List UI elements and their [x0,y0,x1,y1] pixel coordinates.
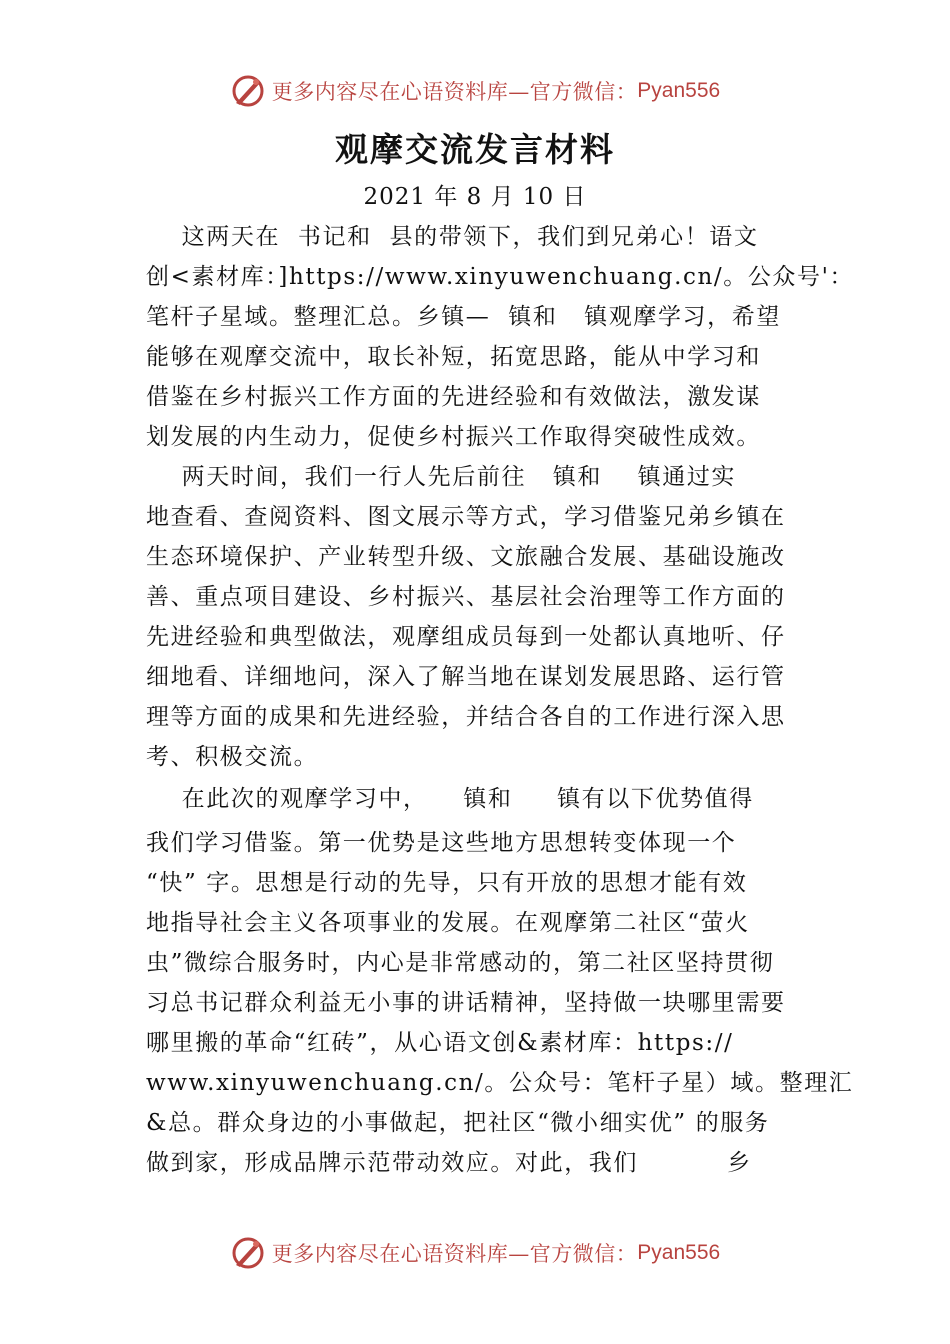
body-line: 地查看、查阅资料、图文展示等方式，学习借鉴兄弟乡镇在 [146,504,786,530]
body-line: 地指导社会主义各项事业的发展。在观摩第二社区“萤火 [146,910,750,936]
body-line: 哪里搬的革命“红砖”，从心语文创&素材库：https:// [146,1030,734,1056]
document-title: 观摩交流发言材料 [335,130,615,169]
brush-logo-icon [230,73,266,109]
body-line: 理等方面的成果和先进经验，并结合各自的工作进行深入思 [146,704,786,730]
watermark-text: 更多内容尽在心语资料库—官方微信： [271,80,638,104]
watermark-banner-bottom [0,1228,950,1278]
body-line: 善、重点项目建设、乡村振兴、基层社会治理等工作方面的 [146,584,786,610]
body-line: 我们学习借鉴。第一优势是这些地方思想转变体现一个 [146,830,737,856]
body-line: 笔杆子星域。整理汇总。乡镇— 镇和 镇观摩学习，希望 [146,304,781,330]
body-line: 两天时间，我们一行人先后前往 镇和 镇通过实 [146,464,737,490]
body-line: www.xinyuwenchuang.cn/。公众号：笔杆子星）域。整理汇 [146,1070,854,1096]
watermark-wechat-id: Pyan556 [637,1241,721,1264]
body-line: 习总书记群众利益无小事的讲话精神，坚持做一块哪里需要 [146,990,786,1016]
watermark-banner-top [0,66,950,116]
body-line: “快” 字。思想是行动的先导，只有开放的思想才能有效 [146,870,748,896]
body-line: &总。群众身边的小事做起，把社区“微小细实优” 的服务 [146,1110,770,1136]
document-date: 2021 年 8 月 10 日 [363,184,587,210]
brush-logo-icon [230,1235,266,1271]
body-line: 细地看、详细地问，深入了解当地在谋划发展思路、运行管 [146,664,786,690]
watermark-wechat-id: Pyan556 [637,79,721,102]
body-line: 借鉴在乡村振兴工作方面的先进经验和有效做法，激发谋 [146,384,761,410]
body-line: 先进经验和典型做法，观摩组成员每到一处都认真地听、仔 [146,624,786,650]
body-line: 虫”微综合服务时，内心是非常感动的，第二社区坚持贯彻 [146,950,775,976]
body-line: 这两天在 书记和 县的带领下，我们到兄弟心！语文 [146,224,759,250]
body-line: 创<素材库：]https://www.xinyuwenchuang.cn/。公众号'： [146,264,855,290]
body-line: 在此次的观摩学习中， 镇和 镇有以下优势值得 [146,786,754,812]
body-line: 做到家，形成品牌示范带动效应。对此，我们 乡 [146,1150,752,1176]
body-line: 能够在观摩交流中，取长补短，拓宽思路，能从中学习和 [146,344,761,370]
body-line: 划发展的内生动力，促使乡村振兴工作取得突破性成效。 [146,424,761,450]
body-line: 考、积极交流。 [146,744,319,770]
body-line: 生态环境保护、产业转型升级、文旅融合发展、基础设施改 [146,544,786,570]
watermark-text: 更多内容尽在心语资料库—官方微信： [271,1242,638,1266]
